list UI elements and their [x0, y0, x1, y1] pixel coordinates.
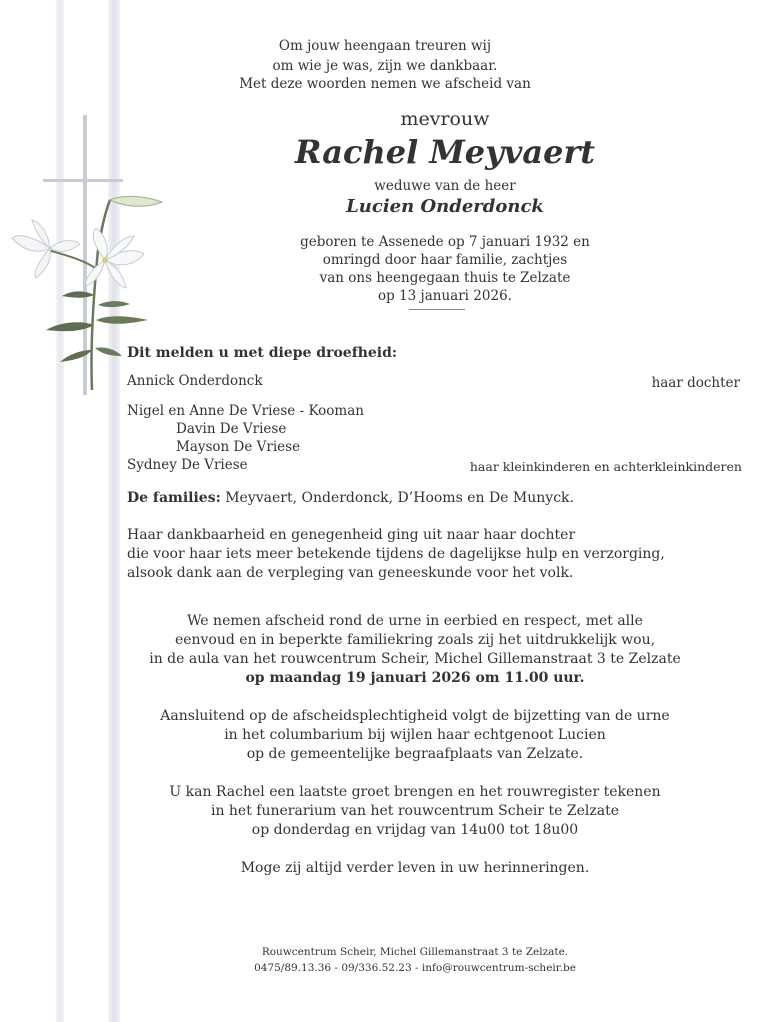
deceased-name: Rachel Meyvaert — [294, 133, 596, 171]
mourner-name: Nigel en Anne De Vriese - Kooman — [127, 403, 364, 419]
verse-line: Met deze woorden nemen we afscheid van — [239, 76, 531, 92]
spouse-name: Lucien Onderdonck — [346, 196, 544, 217]
burial-line: op de gemeentelijke begraafplaats van Zelzate. — [246, 746, 584, 762]
footer-contact: 0475/89.13.36 - 09/336.52.23 - info@rouwcentrum-scheir.be — [254, 962, 576, 974]
detail-line: omringd door haar familie, zachtjes — [322, 252, 568, 268]
detail-line: geboren te Assenede op 7 januari 1932 en — [300, 234, 590, 250]
mourner-name: Annick Onderdonck — [127, 373, 263, 389]
visitation-line: in het funerarium van het rouwcentrum Scheir te Zelzate — [210, 803, 620, 819]
families-names: Meyvaert, Onderdonck, D’Hooms en De Munyck. — [225, 490, 574, 506]
ceremony-date: op maandag 19 januari 2026 om 11.00 uur. — [245, 670, 585, 686]
closing-line: Moge zij altijd verder leven in uw herinneringen. — [240, 860, 590, 876]
burial-line: Aansluitend op de afscheidsplechtigheid volgt de bijzetting van de urne — [160, 708, 670, 724]
detail-line: op 13 januari 2026. — [378, 288, 512, 304]
ceremony-line: in de aula van het rouwcentrum Scheir, Michel Gillemanstraat 3 te Zelzate — [149, 651, 681, 667]
verse-line: Om jouw heengaan treuren wij — [278, 38, 492, 54]
deceased-title: mevrouw — [400, 108, 490, 130]
mourner-name: Sydney De Vriese — [127, 457, 248, 473]
verse-line: om wie je was, zijn we dankbaar. — [272, 58, 498, 74]
families-label: De families: — [127, 490, 221, 506]
visitation-line: U kan Rachel een laatste groet brengen en het rouwregister tekenen — [169, 784, 661, 800]
gratitude-line: die voor haar iets meer betekende tijdens de dagelijkse hulp en verzorging, — [127, 546, 665, 562]
families-line — [127, 490, 574, 506]
mourner-relation: haar kleinkinderen en achterkleinkinderen — [469, 459, 742, 474]
gratitude-line: Haar dankbaarheid en genegenheid ging uit naar haar dochter — [127, 527, 576, 543]
detail-line: van ons heengegaan thuis te Zelzate — [319, 270, 571, 286]
mourner-name: Mayson De Vriese — [176, 439, 301, 455]
announcement-heading: Dit melden u met diepe droefheid: — [127, 345, 398, 361]
burial-line: in het columbarium bij wijlen haar echtgenoot Lucien — [224, 727, 606, 743]
divider — [409, 309, 465, 310]
footer-address: Rouwcentrum Scheir, Michel Gillemanstraat 3 te Zelzate. — [261, 946, 569, 958]
visitation-line: op donderdag en vrijdag van 14u00 tot 18u00 — [251, 822, 579, 838]
ceremony-line: eenvoud en in beperkte familiekring zoals zij het uitdrukkelijk wou, — [174, 632, 656, 648]
gratitude-line: alsook dank aan de verpleging van geneeskunde voor het volk. — [127, 565, 574, 581]
mourner-relation: haar dochter — [651, 375, 740, 391]
widow-relation: weduwe van de heer — [374, 178, 516, 194]
mourner-name: Davin De Vriese — [176, 421, 287, 437]
ceremony-line: We nemen afscheid rond de urne in eerbied en respect, met alle — [187, 613, 643, 629]
